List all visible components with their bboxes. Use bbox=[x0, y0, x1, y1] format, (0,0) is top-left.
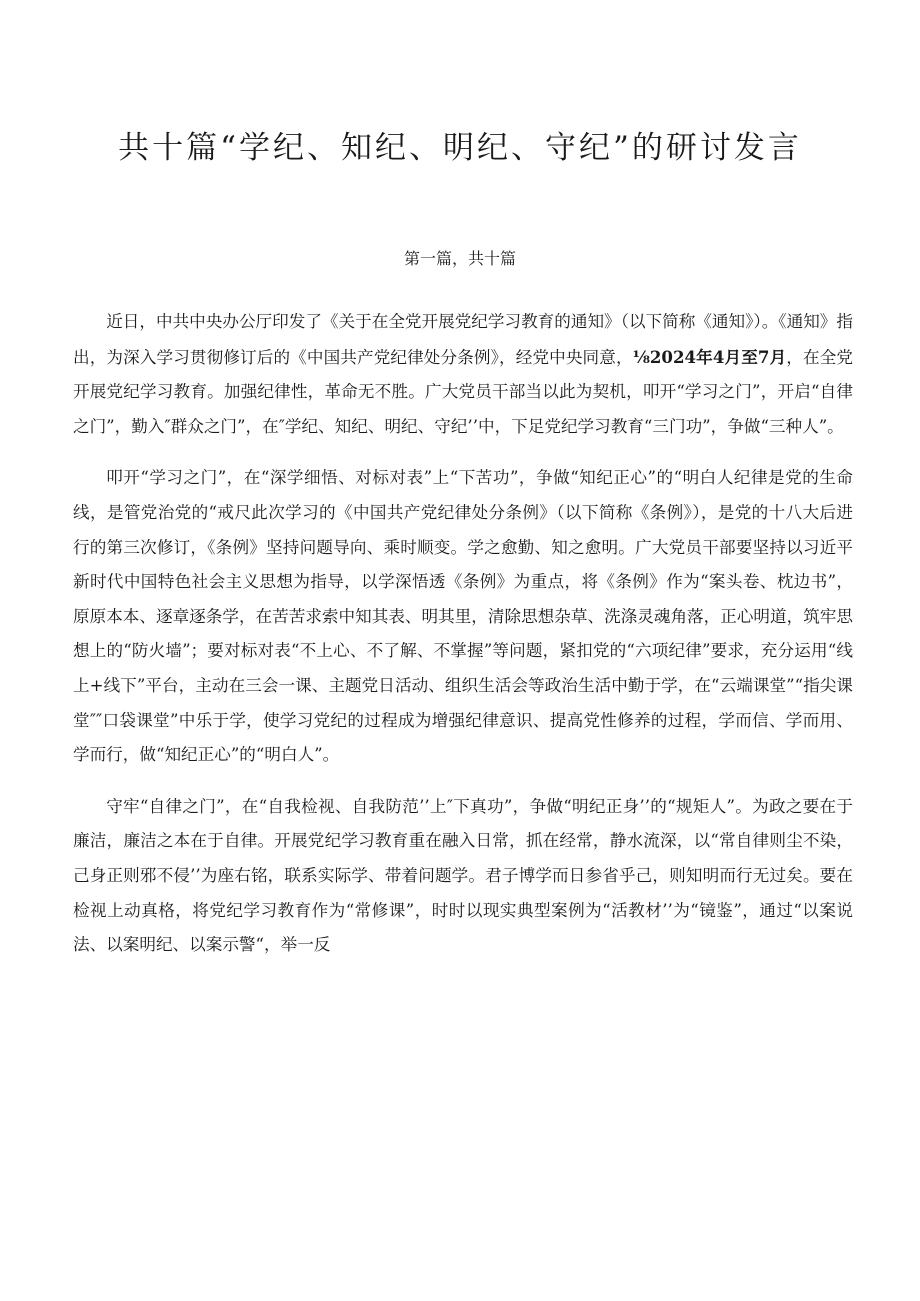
document-subtitle: 第一篇，共十篇 bbox=[403, 249, 516, 268]
document-title: 共十篇“学纪、知纪、明纪、守纪”的研讨发言 bbox=[118, 130, 802, 166]
paragraph-1-text-a: 近日，中共中央办公厅印发了《关于在全党开展党纪学习教育的通知》（以下简称《通知》）。《通知》指出，为深入学习贯彻修订后的《中国共产党纪律处分条例》，经党中央同意， bbox=[73, 312, 853, 367]
paragraph-1-date-range: ⅛2024年4月至7月 bbox=[632, 346, 787, 367]
document-body bbox=[73, 305, 853, 980]
paragraph-1-text-b: ，在全党开展党纪学习教育。加强纪律性，革命无不胜。广大党员干部当以此为契机，叩开“学习之门”，开启“自律之门”，勤入″群众之门”，在″学纪、知纪、明纪、守纪’’中，下足党纪学习教育“三门功”，争做“三种人”。 bbox=[73, 347, 854, 436]
paragraph-1 bbox=[73, 305, 853, 444]
paragraph-2: 叩开“学习之门”，在“深学细悟、对标对表”上“下苦功”，争做“知纪正心”的“明白人纪律是党的生命线，是管党治党的“戒尺此次学习的《中国共产党纪律处分条例》（以下简称《条例》），是党的十八大后进行的第三次修订，《条例》坚持问题导向、乘时顺变。学之愈勤、知之愈明。广大党员干部要坚持以习近平新时代中国特色社会主义思想为指导，以学深悟透《条例》为重点，将《条例》作为“案头卷、枕边书”，原原本本、逐章逐条学，在苦苦求索中知其表、明其里，清除思想杂草、洗涤灵魂角落，正心明道，筑牢思想上的“防火墙”；要对标对表“不上心、不了解、不掌握”等问题，紧扣党的“六项纪律”要求，充分运用“线上+线下”平台，主动在三会一课、主题党日活动、组织生活会等政治生活中勤于学，在“云端课堂”“指尖课堂″″口袋课堂”中乐于学，使学习党纪的过程成为增强纪律意识、提高党性修养的过程，学而信、学而用、学而行，做“知纪正心”的“明白人”。 bbox=[73, 468, 853, 765]
paragraph-3: 守牢“自律之门”，在“自我检视、自我防范’’上″下真功”，争做“明纪正身’’的“规矩人”。为政之要在于廉洁，廉洁之本在于自律。开展党纪学习教育重在融入日常，抓在经常，静水流深，以“常自律则尘不染，己身正则邪不侵’’为座右铭，联系实际学、带着问题学。君子博学而日参省乎己，则知明而行无过矣。要在检视上动真格，将党纪学习教育作为“常修课”，时时以现实典型案例为“活教材’’为“镜鉴”，通过“以案说法、以案明纪、以案示警“，举一反 bbox=[73, 796, 853, 955]
